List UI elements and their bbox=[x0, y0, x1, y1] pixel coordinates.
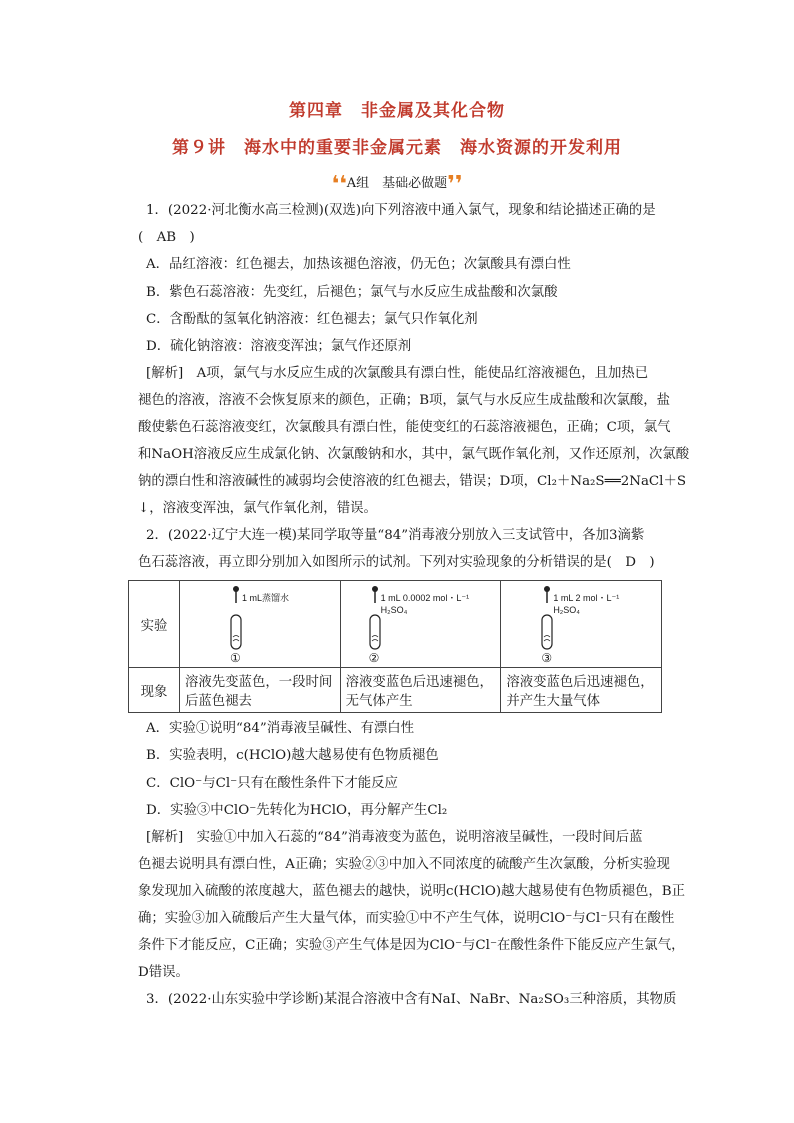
phenomenon-1: 溶液先变蓝色，一段时间 后蓝色褪去 bbox=[180, 668, 341, 713]
experiment-1-figure bbox=[180, 581, 341, 668]
tube-2-number: ② bbox=[368, 651, 380, 665]
q2-option-a: A．实验①说明“84”消毒液呈碱性、有漂白性 bbox=[146, 721, 415, 736]
tube-2-label: 1 mL 0.0002 mol・L⁻¹ bbox=[380, 593, 470, 603]
row-header-experiment: 实验 bbox=[129, 581, 180, 668]
phenomenon-2: 溶液变蓝色后迅速褪色， 无气体产生 bbox=[340, 668, 501, 713]
q1-stem: 1．(2022·河北衡水高三检测)(双选)向下列溶液中通入氯气，现象和结论描述正确的是 bbox=[146, 203, 656, 218]
chapter-title: 第四章 非金属及其化合物 bbox=[289, 101, 505, 121]
q1-option-d: D．硫化钠溶液：溶液变浑浊；氯气作还原剂 bbox=[146, 339, 412, 354]
q3-stem: 3．(2022·山东实验中学诊断)某混合溶液中含有NaI、NaBr、Na₂SO₃三种溶质，其物质 bbox=[146, 992, 677, 1007]
q1-option-c: C．含酚酞的氢氧化钠溶液：红色褪去；氯气只作氧化剂 bbox=[146, 312, 478, 327]
row-header-phenomenon: 现象 bbox=[129, 668, 180, 713]
q2-analysis-line: 色褪去说明具有漂白性，A正确；实验②③中加入不同浓度的硫酸产生次氯酸，分析实验现 bbox=[138, 857, 670, 872]
tube-3-number: ③ bbox=[541, 651, 553, 665]
lecture-title: 第９讲 海水中的重要非金属元素 海水资源的开发利用 bbox=[172, 138, 622, 158]
q2-stem-cont: 色石蕊溶液，再立即分别加入如图所示的试剂。下列对实验现象的分析错误的是( D ) bbox=[138, 555, 655, 570]
q2-stem: 2．(2022·辽宁大连一模)某同学取等量“84”消毒液分别放入三支试管中，各加3滴紫 bbox=[146, 528, 645, 543]
phenomenon-3: 溶液变蓝色后迅速褪色， 并产生大量气体 bbox=[501, 668, 662, 713]
close-quote-icon: ❜❜ bbox=[447, 172, 463, 197]
q2-option-d: D．实验③中ClO⁻先转化为HClO，再分解产生Cl₂ bbox=[146, 803, 448, 818]
experiment-table bbox=[128, 580, 662, 713]
q2-option-c: C．ClO⁻与Cl⁻只有在酸性条件下才能反应 bbox=[146, 776, 398, 791]
q2-option-b: B．实验表明，c(HClO)越大越易使有色物质褪色 bbox=[146, 748, 439, 763]
q1-analysis-line: 和NaOH溶液反应生成氯化钠、次氯酸钠和水，其中，氯气既作氧化剂，又作还原剂，次氯酸 bbox=[138, 447, 690, 462]
q1-analysis-line: [解析] A项，氯气与水反应生成的次氯酸具有漂白性，能使品红溶液褪色，且加热已 bbox=[146, 366, 649, 381]
experiment-3-figure bbox=[501, 581, 662, 668]
q2-analysis-line: 条件下才能反应，C正确；实验③产生气体是因为ClO⁻与Cl⁻在酸性条件下能反应产生氯气， bbox=[138, 938, 685, 953]
q2-analysis-line: [解析] 实验①中加入石蕊的“84”消毒液变为蓝色，说明溶液呈碱性，一段时间后蓝 bbox=[146, 830, 643, 845]
q2-analysis-line: D错误。 bbox=[138, 965, 189, 980]
q1-analysis-line: 酸使紫色石蕊溶液变红，次氯酸具有漂白性，能使变红的石蕊溶液褪色，正确；C项，氯气 bbox=[138, 420, 671, 435]
tube-1-label: 1 mL蒸馏水 bbox=[242, 593, 290, 603]
q1-analysis-line: 褪色的溶液，溶液不会恢复原来的颜色，正确；B项，氯气与水反应生成盐酸和次氯酸，盐 bbox=[138, 393, 671, 408]
q1-answer: ( AB ) bbox=[138, 230, 195, 245]
group-label: A组 基础必做题 bbox=[346, 176, 448, 191]
q1-option-a: A．品红溶液：红色褪去，加热该褪色溶液，仍无色；次氯酸具有漂白性 bbox=[146, 257, 571, 272]
experiment-2-figure bbox=[340, 581, 501, 668]
q1-analysis-line: 钠的漂白性和溶液碱性的减弱均会使溶液的红色褪去，错误；D项，Cl₂＋Na₂S══2NaCl＋S bbox=[138, 474, 687, 489]
q1-analysis-line: ↓，溶液变浑浊，氯气作氧化剂，错误。 bbox=[138, 501, 377, 516]
group-heading bbox=[0, 172, 794, 197]
tube-1-number: ① bbox=[230, 651, 241, 665]
tube-3-reagent: H₂SO₄ bbox=[553, 605, 580, 615]
q1-option-b: B．紫色石蕊溶液：先变红，后褪色；氯气与水反应生成盐酸和次氯酸 bbox=[146, 285, 558, 300]
tube-3-label: 1 mL 2 mol・L⁻¹ bbox=[553, 593, 620, 603]
q2-analysis-line: 确；实验③加入硫酸后产生大量气体，而实验①中不产生气体，说明ClO⁻与Cl⁻只有在酸性 bbox=[138, 911, 675, 926]
tube-2-reagent: H₂SO₄ bbox=[380, 605, 408, 615]
open-quote-icon: ❛❛ bbox=[331, 172, 347, 197]
q2-analysis-line: 象发现加入硫酸的浓度越大，蓝色褪去的越快，说明c(HClO)越大越易使有色物质褪色，B正 bbox=[138, 884, 686, 899]
